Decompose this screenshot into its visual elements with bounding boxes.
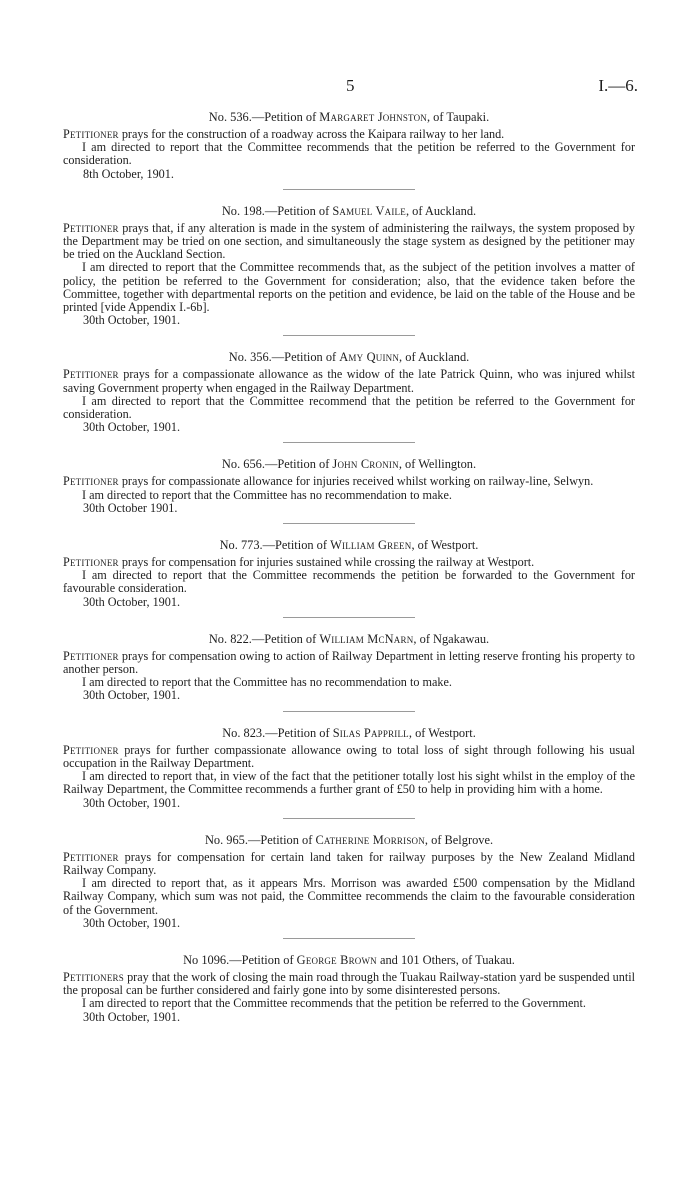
report-date: 30th October, 1901.: [83, 688, 180, 703]
petition-place: , of Westport.: [411, 538, 479, 553]
petition-prefix: —Petition of: [262, 538, 331, 553]
petition-number: No. 822.: [208, 631, 252, 646]
petition-heading: [63, 632, 635, 647]
petition-prefix: —Petition of: [264, 203, 333, 218]
petition-1096: [63, 953, 635, 1024]
report-date: 30th October, 1901.: [83, 420, 180, 435]
petition-body: [63, 368, 635, 434]
committee-report: I am directed to report that, in view of the fact that the petitioner totally lost his sight whilst in the employ of the Railway Department, the Committee recommends a further grant of £50 to help in providing him with a home.: [63, 769, 635, 797]
report-date: 30th October 1901.: [83, 500, 178, 515]
petition-prefix: —Petition of: [229, 952, 297, 967]
prayer-text: prays for compensation for certain land taken for railway purposes by the New Zealand Midland Railway Company.: [63, 849, 635, 877]
petitioner-name: John Cronin: [332, 457, 399, 472]
petition-body: [63, 128, 635, 181]
section-divider: [283, 818, 415, 819]
report-date: 30th October, 1901.: [83, 594, 180, 609]
prayer-text: prays for compensation owing to action of Railway Department in letting reserve fronting his property to another person.: [63, 648, 635, 677]
petition-place: , of Auckland.: [405, 203, 477, 218]
petition-place: , of Westport.: [408, 725, 476, 740]
committee-report: I am directed to report that the Committee recommends the petition be forwarded to the Government for favourable consideration.: [63, 568, 635, 596]
petitioner-name: Margaret Johnston: [319, 110, 427, 124]
petition-prefix: —Petition of: [251, 631, 320, 646]
committee-report: I am directed to report that the Committee has no recommendation to make.: [82, 675, 452, 690]
petition-773: [63, 538, 635, 618]
petition-prefix: —Petition of: [251, 110, 320, 124]
petitioner-word: Petitioner: [63, 648, 119, 663]
petitions-list: [63, 110, 635, 1038]
petition-prayer: [63, 744, 635, 770]
prayer-text: prays that, if any alteration is made in the system of administering the railways, the system proposed by the Department may be tried on one section, and simultaneously the stage system as designed by the petitioner may be tried on the Auckland Section.: [63, 220, 635, 262]
petitioner-word: Petitioner: [63, 474, 119, 489]
petition-822: [63, 632, 635, 712]
petition-656: [63, 457, 635, 524]
petition-prayer: [63, 222, 635, 262]
section-divider: [283, 189, 415, 190]
prayer-text: pray that the work of closing the main road through the Tuakau Railway-station yard be suspended until the proposal can be further considered and fairly gone into by some disinterested persons.: [63, 969, 635, 998]
prayer-text: prays for compensation for injuries sustained while crossing the railway at Westport.: [118, 555, 535, 570]
petition-prayer: [63, 851, 635, 877]
petition-body: [63, 556, 635, 609]
petition-body: [63, 971, 635, 1024]
report-date: 30th October, 1901.: [83, 795, 180, 810]
committee-report: I am directed to report that the Committee recommend that the petition be referred to the Government for consideration.: [63, 393, 635, 422]
petition-823: [63, 726, 635, 819]
petition-prefix: —Petition of: [271, 350, 340, 365]
petitioner-word: Petitioner: [63, 555, 119, 570]
petition-place: , of Taupaki.: [426, 110, 490, 124]
section-divider: [283, 442, 415, 443]
petition-heading: [63, 953, 635, 968]
petitioner-name: William Green: [330, 538, 412, 553]
petition-body: [63, 650, 635, 703]
petitioner-word: Petitioner: [63, 849, 119, 864]
petitioner-word: Petitioner: [63, 127, 119, 141]
petition-number: No. 773.: [219, 538, 263, 553]
prayer-text: prays for the construction of a roadway across the Kaipara railway to her land.: [118, 127, 505, 141]
petitioner-word: Petitioner: [63, 367, 119, 382]
committee-report: I am directed to report that the Committee recommends that, as the subject of the petition involves a matter of policy, the petition be referred to the Government for consideration; also, that the evidence taken before the Committee, together with departmental reports on the petition and evidence, be laid on the table of the House and be printed [vide Appendix I.-6b].: [63, 260, 635, 315]
committee-report: I am directed to report that the Committee recommends that the petition be referred to the Government.: [82, 996, 586, 1011]
petition-place: , of Wellington.: [398, 457, 477, 472]
petition-number: No. 198.: [221, 203, 265, 218]
document-reference: I.—6.: [598, 76, 638, 95]
petition-965: [63, 833, 635, 939]
petition-number: No. 536.: [208, 110, 252, 124]
section-divider: [283, 938, 415, 939]
petition-heading: [63, 538, 635, 553]
petition-prefix: —Petition of: [247, 832, 316, 847]
report-date: 30th October, 1901.: [83, 915, 180, 930]
petition-number: No. 656.: [221, 457, 265, 472]
section-divider: [283, 711, 415, 712]
petition-heading: [63, 350, 635, 365]
petition-heading: [63, 726, 635, 741]
petition-heading: [63, 204, 635, 219]
petition-place: , of Belgrove.: [424, 832, 494, 847]
petition-body: [63, 851, 635, 930]
petition-number: No 1096.: [183, 952, 230, 967]
committee-report: I am directed to report that the Committee has no recommendation to make.: [82, 487, 452, 502]
petition-body: [63, 222, 635, 328]
petitioner-name: Catherine Morrison: [315, 832, 425, 847]
petition-heading: [63, 110, 635, 125]
page-header: [0, 76, 700, 100]
petition-prefix: —Petition of: [265, 725, 333, 740]
petition-356: [63, 350, 635, 443]
petition-number: No. 965.: [204, 832, 248, 847]
petition-number: No. 356.: [228, 350, 272, 365]
petition-prayer: [63, 475, 635, 488]
petition-place: , of Ngakawau.: [413, 631, 490, 646]
petition-place: and 101 Others, of Tuakau.: [376, 952, 515, 967]
petition-536: [63, 110, 635, 190]
prayer-text: prays for further compassionate allowance owing to total loss of sight through following his usual occupation in the Railway Department.: [63, 742, 635, 770]
prayer-text: prays for a compassionate allowance as the widow of the late Patrick Quinn, who was injured whilst saving Government property when engaged in the Railway Department.: [63, 367, 635, 395]
petition-number: No. 823.: [222, 725, 266, 740]
section-divider: [283, 523, 415, 524]
petition-heading: [63, 457, 635, 472]
petition-198: [63, 204, 635, 337]
petitioner-name: George Brown: [296, 952, 377, 967]
petition-prayer: [63, 650, 635, 676]
petition-prayer: [63, 971, 635, 997]
petitioner-word: Petitioner: [63, 220, 119, 235]
petition-heading: [63, 833, 635, 848]
petition-place: , of Auckland.: [399, 350, 470, 365]
section-divider: [283, 335, 415, 336]
petition-body: [63, 475, 635, 515]
petitioner-name: Amy Quinn: [339, 350, 400, 365]
petitioner-name: William McNarn: [319, 631, 414, 646]
petitioner-name: Samuel Vaile: [332, 203, 406, 218]
report-date: 8th October, 1901.: [83, 166, 174, 181]
page-number: 5: [346, 76, 355, 95]
report-date: 30th October, 1901.: [83, 313, 180, 328]
report-date: 30th October, 1901.: [83, 1009, 180, 1024]
petitioner-word: Petitioner: [63, 742, 119, 757]
section-divider: [283, 617, 415, 618]
petitioner-word: Petitioners: [63, 969, 124, 984]
committee-report: I am directed to report that, as it appears Mrs. Morrison was awarded £500 compensation by the Midland Railway Company, which sum was not paid, the Committee recommends the claim to the favourable consideration of the Government.: [63, 876, 635, 917]
petitioner-name: Silas Papprill: [332, 725, 409, 740]
petition-prayer: [63, 368, 635, 394]
prayer-text: prays for compassionate allowance for injuries received whilst working on railway-line, Selwyn.: [118, 474, 594, 489]
committee-report: I am directed to report that the Committee recommends that the petition be referred to the Government for consideration.: [63, 140, 635, 168]
petition-body: [63, 744, 635, 810]
petition-prefix: —Petition of: [264, 457, 333, 472]
